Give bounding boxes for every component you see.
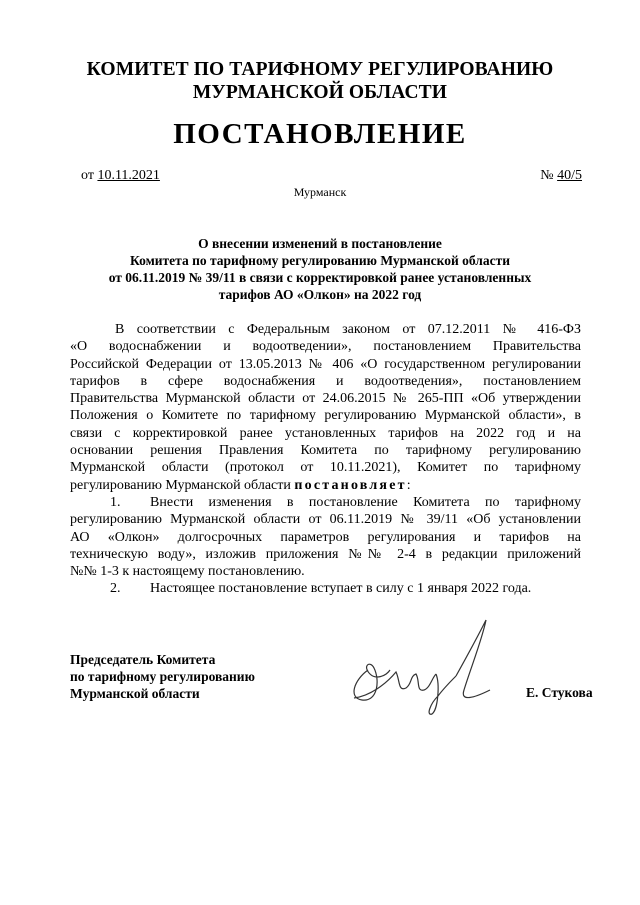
item2-number: 2. — [110, 581, 121, 597]
item1-first-line — [70, 494, 581, 511]
signer-position-line: по тарифному регулированию — [70, 669, 255, 684]
date-value: 10.11.2021 — [97, 168, 160, 183]
item2-text: Настоящее постановление вступает в силу с 1 января 2022 года. — [150, 581, 532, 597]
preamble-last-text: регулированию Мурманской области — [70, 477, 291, 493]
item1-last-line: №№ 1-3 к настоящему постановлению. — [70, 564, 305, 580]
signer-name: Е. Стукова — [526, 685, 593, 700]
city-name: Мурманск — [293, 185, 347, 199]
signer-position-line: Председатель Комитета — [70, 652, 216, 667]
item1-number: 1. — [110, 494, 121, 510]
subject-line: Комитета по тарифному регулированию Мурманской области — [129, 253, 511, 268]
org-name-line2: МУРМАНСКОЙ ОБЛАСТИ — [192, 82, 448, 103]
preamble-line: Правительства Мурманской области от 24.06.2015 № 265-ПП «Об утверждении — [70, 391, 581, 407]
signer-position-line: Мурманской области — [70, 686, 200, 701]
subject-line: О внесении изменений в постановление — [198, 236, 442, 251]
org-name-line1: КОМИТЕТ ПО ТАРИФНОМУ РЕГУЛИРОВАНИЮ — [86, 59, 554, 80]
document-body — [70, 321, 581, 598]
document-date — [81, 168, 160, 184]
resolves-word: постановляет — [294, 477, 407, 493]
item2-line — [70, 580, 581, 597]
subject-line: от 06.11.2019 № 39/11 в связи с корректировкой ранее установленных — [108, 270, 532, 285]
preamble-line: Мурманской области (протокол от 10.11.2021), Комитет по тарифному — [70, 460, 581, 476]
preamble-line: Положения о Комитете по тарифному регулированию Мурманской области», в — [70, 408, 581, 424]
number-prefix: № — [540, 168, 554, 183]
item1-line: регулированию Мурманской области от 06.11.2019 № 39/11 «Об установлении — [70, 512, 581, 528]
date-prefix: от — [81, 168, 94, 183]
number-value: 40/5 — [557, 168, 582, 183]
item1-line: техническую воду», изложив приложения №№ 2-4 в редакции приложений — [70, 546, 581, 562]
document-subject — [0, 235, 640, 303]
preamble-line: тарифов в сфере водоснабжения и водоотведения», постановлением — [70, 373, 581, 389]
subject-line: тарифов АО «Олкон» на 2022 год — [218, 287, 422, 302]
document-type-title: ПОСТАНОВЛЕНИЕ — [173, 118, 467, 150]
preamble-line: основании решения Правления Комитета по тарифному регулированию — [70, 443, 581, 459]
signer-position — [70, 651, 255, 702]
preamble-line: В соответствии с Федеральным законом от 07.12.2011 № 416-ФЗ — [115, 322, 581, 337]
preamble-last-line — [70, 477, 581, 494]
document-header — [0, 58, 640, 104]
document-number — [540, 168, 582, 184]
resolves-colon: : — [406, 477, 411, 493]
item1-line: АО «Олкон» долгосрочных параметров регулирования и тарифов на — [70, 529, 581, 545]
preamble-line: Российской Федерации от 13.05.2013 № 406 «О государственном регулировании — [70, 356, 581, 372]
preamble-line: связи с корректировкой ранее установленных тарифов на 2022 год и на — [70, 425, 581, 441]
preamble-line: «О водоснабжении и водоотведении», постановлением Правительства — [70, 339, 581, 355]
handwritten-signature — [340, 610, 500, 720]
item1-text: Внести изменения в постановление Комитета по тарифному — [150, 494, 581, 510]
